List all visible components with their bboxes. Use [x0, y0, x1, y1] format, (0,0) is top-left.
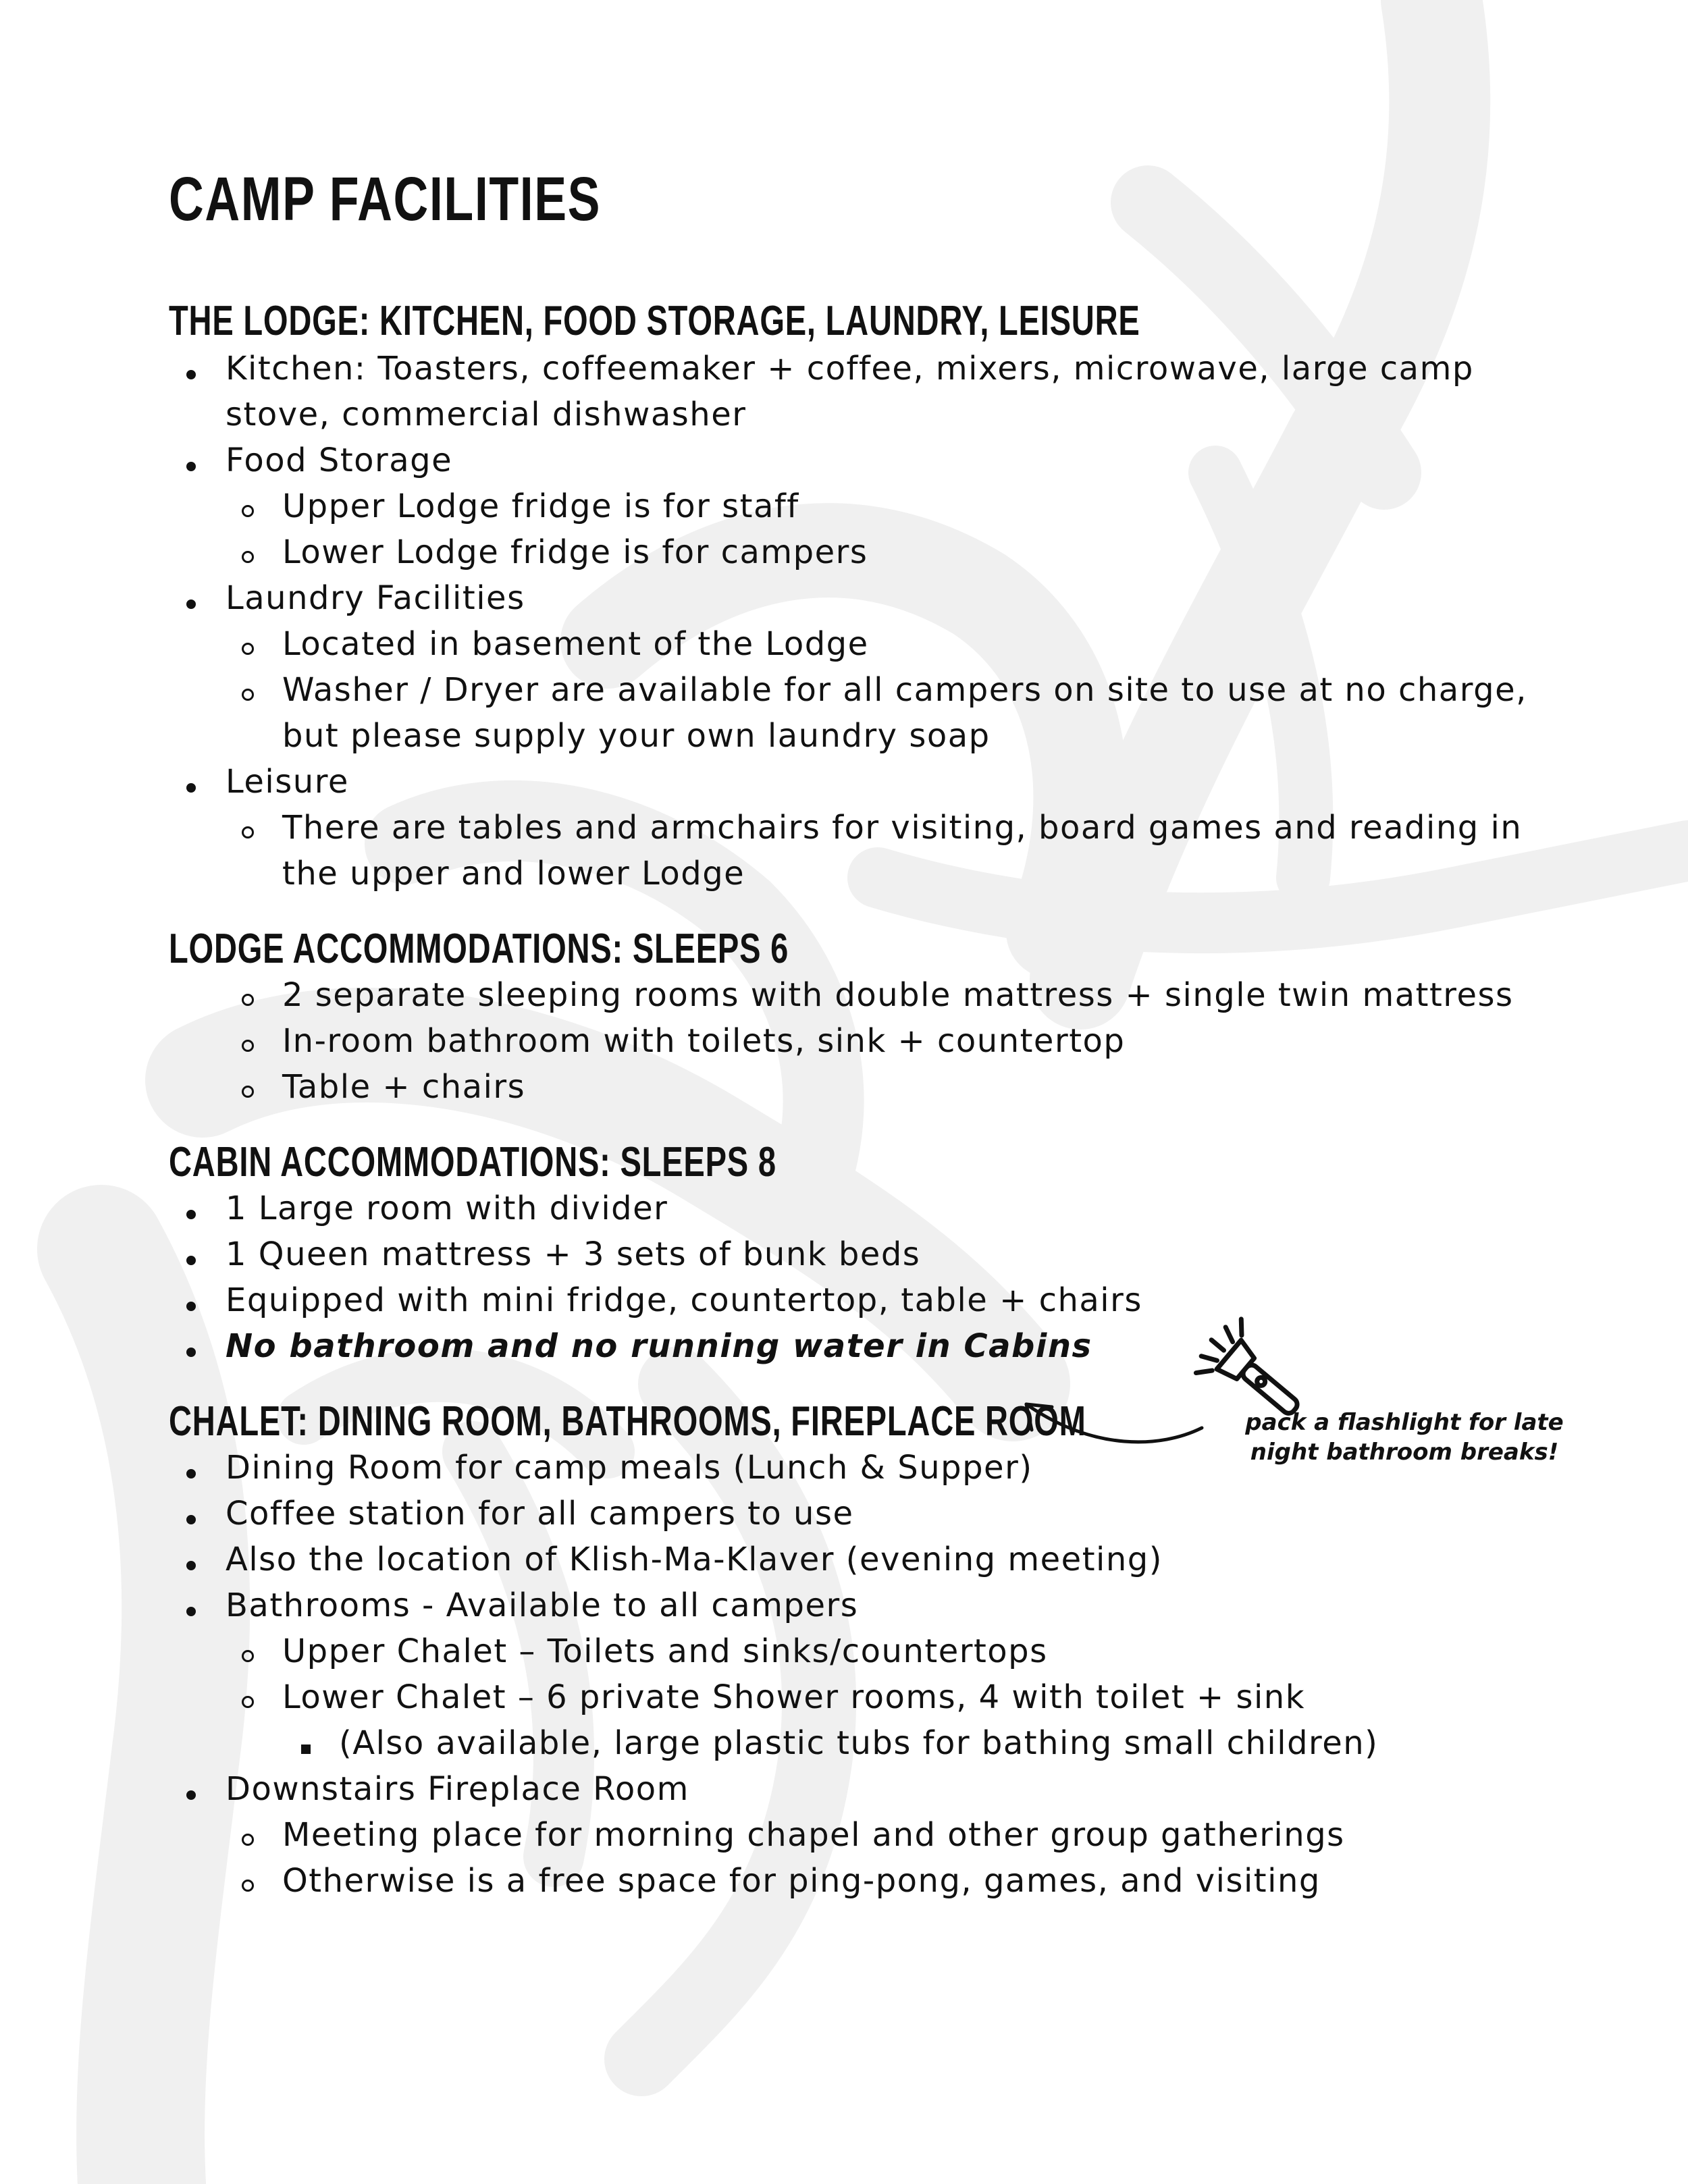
section-heading: CHALET: DINING ROOM, BATHROOMS, FIREPLACE ROOM: [169, 1398, 1086, 1445]
list-item: There are tables and armchairs for visiting, board games and reading in the upper and lower Lodge: [169, 805, 1587, 897]
document-content: [169, 162, 1587, 1904]
list-item: Otherwise is a free space for ping-pong, games, and visiting: [169, 1858, 1587, 1904]
circle-bullet: [242, 689, 254, 701]
list-item: 2 separate sleeping rooms with double mattress + single twin mattress: [169, 972, 1587, 1018]
circle-bullet: [242, 1880, 254, 1892]
list-item: Table + chairs: [169, 1064, 1587, 1110]
square-bullet: [301, 1744, 311, 1754]
circle-bullet: [242, 1040, 254, 1052]
list-item: (Also available, large plastic tubs for bathing small children): [169, 1720, 1587, 1766]
chalet-list: [169, 1445, 1587, 1904]
lodge-list: [169, 346, 1587, 897]
list-item: Kitchen: Toasters, coffeemaker + coffee, mixers, microwave, large camp stove, commercial dishwasher: [169, 346, 1587, 437]
page-title: CAMP FACILITIES: [169, 165, 602, 234]
list-item: 1 Queen mattress + 3 sets of bunk beds: [169, 1231, 1587, 1277]
list-item: Coffee station for all campers to use: [169, 1491, 1587, 1537]
section-heading: LODGE ACCOMMODATIONS: SLEEPS 6: [169, 926, 789, 972]
section-heading: THE LODGE: KITCHEN, FOOD STORAGE, LAUNDRY, LEISURE: [169, 298, 1140, 344]
list-item: Meeting place for morning chapel and other group gatherings: [169, 1812, 1587, 1858]
list-item: Located in basement of the Lodge: [169, 621, 1587, 667]
list-item: Dining Room for camp meals (Lunch & Supper): [169, 1445, 1587, 1491]
circle-bullet: [242, 1834, 254, 1846]
list-item: 1 Large room with divider: [169, 1186, 1587, 1231]
disc-bullet: [186, 1469, 196, 1479]
flashlight-note-text: [1229, 1408, 1580, 1467]
list-item: Equipped with mini fridge, countertop, table + chairs: [169, 1277, 1587, 1323]
disc-bullet: [186, 1515, 196, 1524]
list-item: Upper Chalet – Toilets and sinks/countertops: [169, 1628, 1587, 1674]
list-item: Food Storage: [169, 437, 1587, 483]
disc-bullet: [186, 462, 196, 471]
circle-bullet: [242, 551, 254, 563]
disc-bullet: [186, 783, 196, 793]
lodge-accommodations-list: [169, 972, 1587, 1110]
list-item: In-room bathroom with toilets, sink + countertop: [169, 1018, 1587, 1064]
circle-bullet: [242, 1650, 254, 1662]
circle-bullet: [242, 643, 254, 655]
list-item: Laundry Facilities: [169, 575, 1587, 621]
circle-bullet: [242, 826, 254, 838]
disc-bullet: [186, 1256, 196, 1265]
list-item: Bathrooms - Available to all campers: [169, 1582, 1587, 1628]
circle-bullet: [242, 1086, 254, 1098]
section-lodge-accommodations: [169, 926, 1587, 1110]
list-item: Lower Lodge fridge is for campers: [169, 529, 1587, 575]
disc-bullet: [186, 370, 196, 379]
list-item-warning: No bathroom and no running water in Cabins: [169, 1323, 1587, 1369]
disc-bullet: [186, 1302, 196, 1311]
circle-bullet: [242, 1696, 254, 1708]
flashlight-note: [1013, 1310, 1566, 1485]
list-item: Lower Chalet – 6 private Shower rooms, 4 with toilet + sink: [169, 1674, 1587, 1720]
list-item: Leisure: [169, 759, 1587, 805]
note-line-2: night bathroom breaks!: [1250, 1439, 1559, 1466]
section-the-lodge: [169, 298, 1587, 897]
note-line-1: pack a flashlight for late: [1245, 1409, 1564, 1436]
list-item: Upper Lodge fridge is for staff: [169, 483, 1587, 529]
disc-bullet: [186, 1790, 196, 1800]
list-item: Downstairs Fireplace Room: [169, 1766, 1587, 1812]
circle-bullet: [242, 505, 254, 517]
list-item: Washer / Dryer are available for all campers on site to use at no charge, but please supply your own laundry soap: [169, 667, 1587, 759]
disc-bullet: [186, 600, 196, 609]
curved-arrow-icon: [1013, 1350, 1215, 1458]
disc-bullet: [186, 1348, 196, 1357]
disc-bullet: [186, 1561, 196, 1570]
list-item: Also the location of Klish-Ma-Klaver (evening meeting): [169, 1537, 1587, 1582]
circle-bullet: [242, 994, 254, 1006]
disc-bullet: [186, 1607, 196, 1616]
disc-bullet: [186, 1210, 196, 1219]
section-heading: CABIN ACCOMMODATIONS: SLEEPS 8: [169, 1139, 776, 1186]
